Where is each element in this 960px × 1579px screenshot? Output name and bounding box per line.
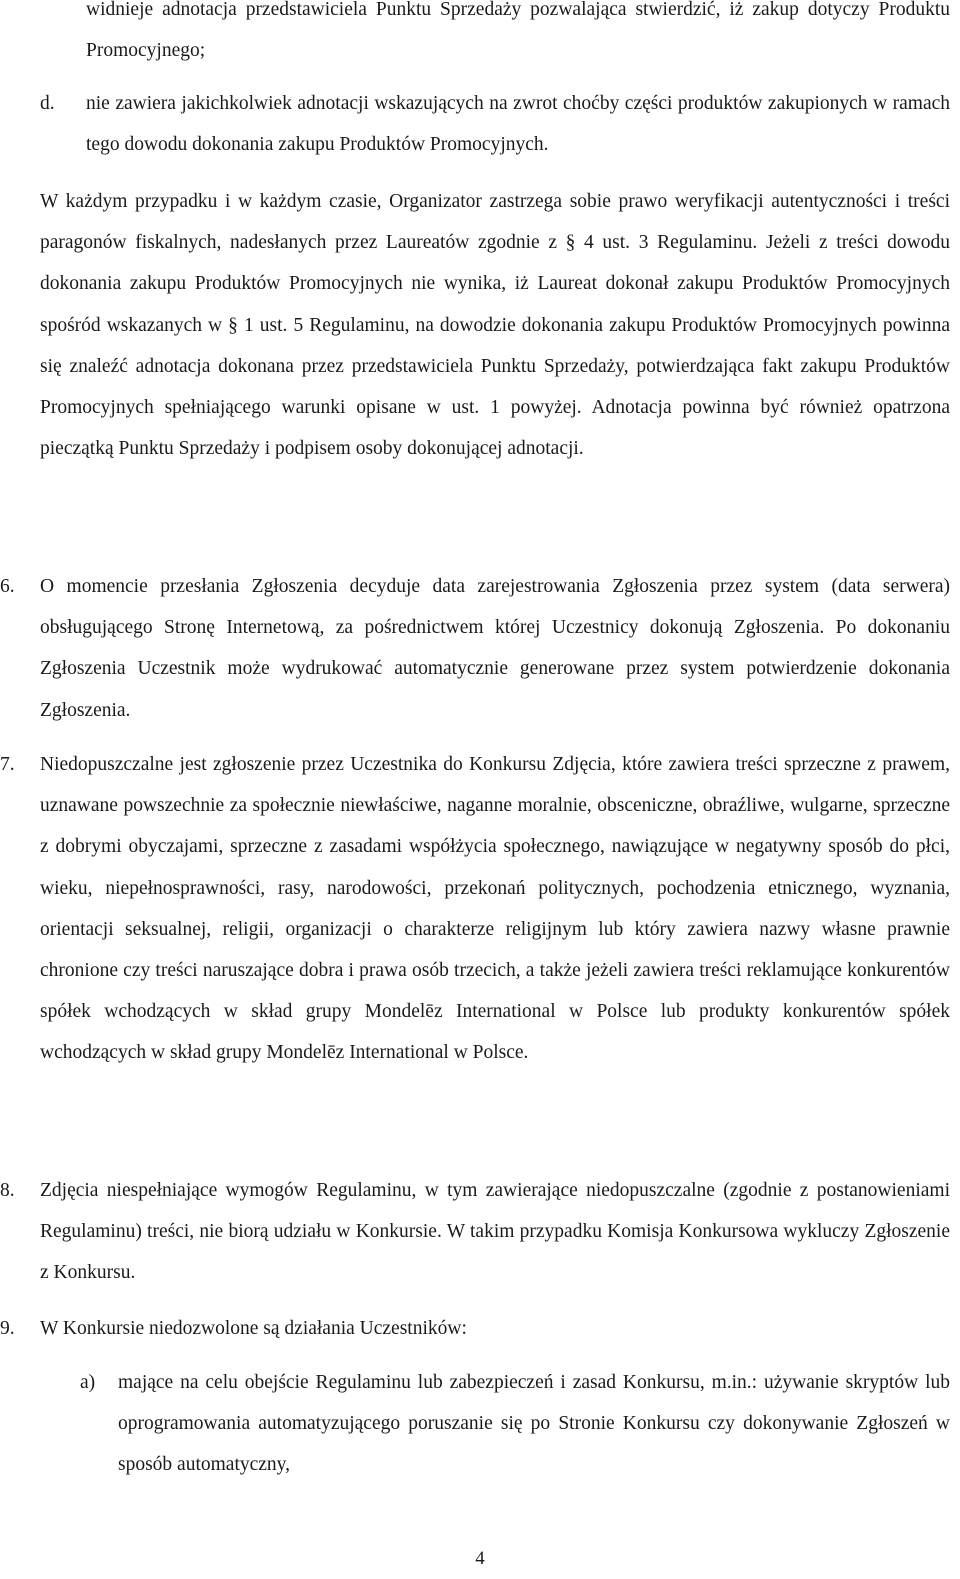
point-text-7: Niedopuszczalne jest zgłoszenie przez Uczestnika do Konkursu Zdjęcia, które zawiera treści sprzeczne z prawem, uznawane powszechnie za społecznie niewłaściwe, naganne moralnie, obsceniczne, obraźliwe, wulgarne, sprzeczne z dobrymi obyczajami, sprzeczne z zasadami współżycia społecznego, nawiązujące w negatywny sposób do płci, wieku, niepełnosprawności, rasy, narodowości, przekonań politycznych, pochodzenia etnicznego, wyznania, orientacji seksualnej, religii, organizacji o charakterze religijnym lub który zawiera nazwy własne prawnie chronione czy treści naruszające dobra i prawa osób trzecich, a także jeżeli zawiera treści reklamujące konkurentów spółek wchodzących w skład grupy Mondelēz International w Polsce lub produkty konkurentów spółek wchodzących w skład grupy Mondelēz International w Polsce.: [40, 754, 950, 1064]
verification-paragraph: W każdym przypadku i w każdym czasie, Organizator zastrzega sobie prawo weryfikacji autentyczności i treści paragonów fiskalnych, nadesłanych przez Laureatów zgodnie z § 4 ust. 3 Regulaminu. Jeżeli z treści dowodu dokonania zakupu Produktów Promocyjnych nie wynika, iż Laureat dokonał zakupu Produktów Promocyjnych spośród wskazanych w § 1 ust. 5 Regulaminu, na dowodzie dokonania zakupu Produktów Promocyjnych powinna się znaleźć adnotacja dokonana przez przedstawiciela Punktu Sprzedaży, potwierdzająca fakt zakupu Produktów Promocyjnych spełniającego warunki opisane w ust. 1 powyżej. Adnotacja powinna być również opatrzona pieczątką Punktu Sprzedaży i podpisem osoby dokonującej adnotacji.: [40, 191, 950, 460]
list-item-c-tail: widnieje adnotacja przedstawiciela Punktu Sprzedaży pozwalająca stwierdzić, iż zakup dotyczy Produktu Promocyjnego;: [86, 0, 950, 62]
list-item-d-text: nie zawiera jakichkolwiek adnotacji wskazujących na zwrot choćby części produktów zakupionych w ramach tego dowodu dokonania zakupu Produktów Promocyjnych.: [86, 93, 950, 156]
point-number-6: 6.: [0, 576, 15, 597]
point-number-8: 8.: [0, 1180, 15, 1201]
point-text-9: W Konkursie niedozwolone są działania Uczestników:: [40, 1318, 467, 1339]
page-number: 4: [475, 1548, 485, 1569]
point-number-9: 9.: [0, 1318, 15, 1339]
point-text-8: Zdjęcia niespełniające wymogów Regulaminu, w tym zawierające niedopuszczalne (zgodnie z postanowieniami Regulaminu) treści, nie biorą udziału w Konkursie. W takim przypadku Komisja Konkursowa wykluczy Zgłoszenie z Konkursu.: [40, 1180, 950, 1284]
list-marker-d: d.: [40, 93, 55, 114]
list-marker-9a: a): [80, 1372, 96, 1393]
point-number-7: 7.: [0, 754, 15, 775]
list-item-9a-text: mające na celu obejście Regulaminu lub zabezpieczeń i zasad Konkursu, m.in.: używanie skryptów lub oprogramowania automatyzującego poruszanie się po Stronie Konkursu czy dokonywanie Zgłoszeń w sposób automatyczny,: [118, 1372, 950, 1476]
point-text-6: O momencie przesłania Zgłoszenia decyduje data zarejestrowania Zgłoszenia przez system (data serwera) obsługującego Stronę Internetową, za pośrednictwem której Uczestnicy dokonują Zgłoszenia. Po dokonaniu Zgłoszenia Uczestnik może wydrukować automatycznie generowane przez system potwierdzenie dokonania Zgłoszenia.: [40, 576, 950, 721]
